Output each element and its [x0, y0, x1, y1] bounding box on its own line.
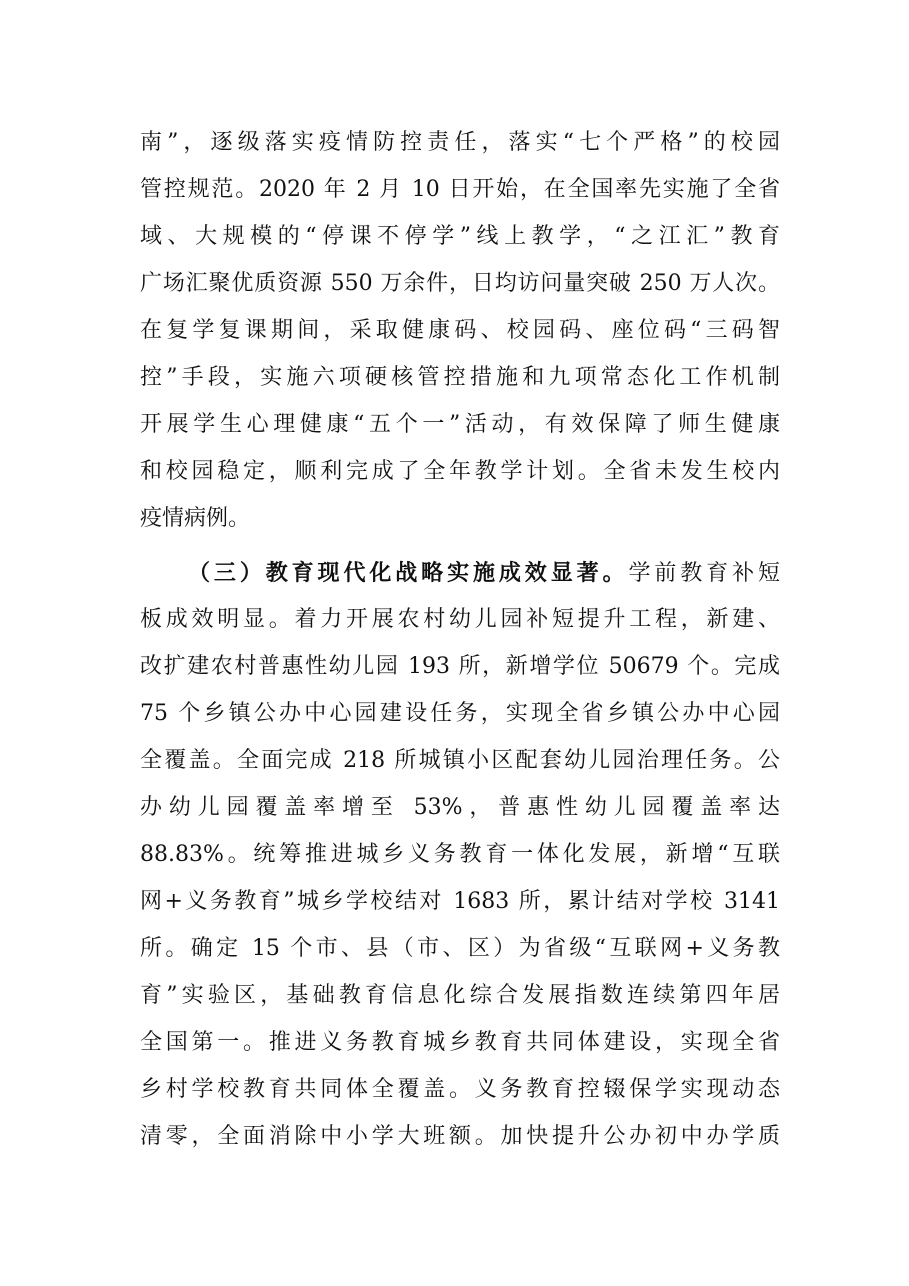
text-line: 南”，逐级落实疫情防控责任，落实“七个严格”的校园 — [140, 130, 780, 155]
section-heading-rest: 学前教育补短 — [628, 561, 780, 586]
text-line: 管控规范。2020 年 2 月 10 日开始，在全国率先实施了全省 — [140, 177, 780, 202]
text-line: 全国第一。推进义务教育城乡教育共同体建设，实现全省 — [140, 1030, 780, 1055]
text-line: 开展学生心理健康“五个一”活动，有效保障了师生健康 — [140, 412, 780, 437]
text-line: 控”手段，实施六项硬核管控措施和九项常态化工作机制 — [140, 365, 780, 390]
text-line: 75 个乡镇公办中心园建设任务，实现全省乡镇公办中心园 — [140, 701, 780, 726]
text-line: 疫情病例。 — [140, 506, 251, 531]
text-line: 在复学复课期间，采取健康码、校园码、座位码“三码智 — [140, 318, 780, 343]
text-line: 和校园稳定，顺利完成了全年教学计划。全省未发生校内 — [140, 459, 780, 484]
text-line: 全覆盖。全面完成 218 所城镇小区配套幼儿园治理任务。公 — [140, 748, 780, 773]
text-line: 乡村学校教育共同体全覆盖。义务教育控辍保学实现动态 — [140, 1077, 780, 1102]
text-line: 广场汇聚优质资源 550 万余件，日均访问量突破 250 万人次。 — [140, 271, 780, 296]
text-line: 域、大规模的“停课不停学”线上教学，“之江汇”教育 — [140, 224, 780, 249]
text-line: 育”实验区，基础教育信息化综合发展指数连续第四年居 — [140, 983, 780, 1008]
section-first-line — [188, 553, 780, 593]
text-line: 88.83%。统筹推进城乡义务教育一体化发展，新增“互联 — [140, 842, 780, 867]
section-heading: （三）教育现代化战略实施成效显著。 — [188, 560, 629, 586]
text-line: 所。确定 15 个市、县（市、区）为省级“互联网+义务教 — [140, 936, 780, 961]
text-line: 网+义务教育”城乡学校结对 1683 所，累计结对学校 3141 — [140, 889, 780, 914]
text-line: 清零，全面消除中小学大班额。加快提升公办初中办学质 — [140, 1124, 780, 1149]
text-line: 板成效明显。着力开展农村幼儿园补短提升工程，新建、 — [140, 607, 780, 632]
text-line: 改扩建农村普惠性幼儿园 193 所，新增学位 50679 个。完成 — [140, 654, 780, 679]
text-line: 办幼儿园覆盖率增至 53%，普惠性幼儿园覆盖率达 — [140, 795, 780, 820]
